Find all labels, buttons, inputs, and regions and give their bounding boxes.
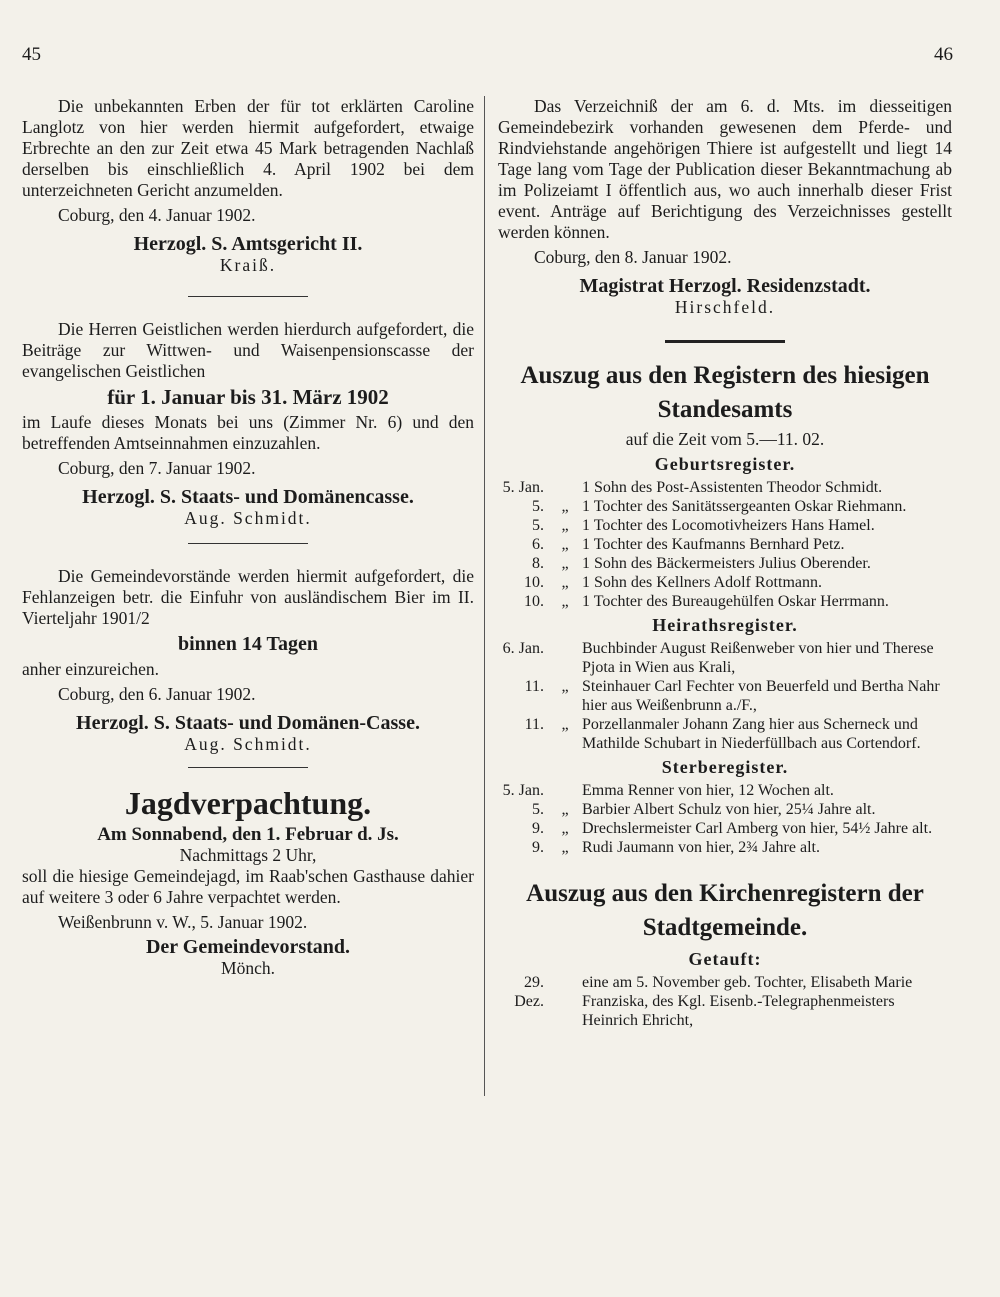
notice-heirs-date: Coburg, den 4. Januar 1902. (58, 205, 256, 225)
left-column (22, 96, 474, 979)
entry-ditto: „ (561, 678, 569, 695)
notice-clergy-date: Coburg, den 7. Januar 1902. (58, 458, 256, 478)
entry-date: 11. (524, 716, 544, 733)
hunting-lease-title: Jagdverpachtung. (124, 785, 372, 821)
register-entry (498, 715, 952, 753)
death-register-heading: Sterberegister. (661, 757, 789, 777)
notice-heirs-signature: Herzogl. S. Amtsgericht II. (133, 233, 363, 255)
entry-date: 11. (524, 678, 544, 695)
entry-text: 1 Tochter des Bureaugehülfen Oskar Herrmann. (582, 593, 889, 610)
entry-text: Buchbinder August Reißenweber von hier und Therese Pjota in Wien aus Krali, (582, 640, 934, 676)
entry-ditto: „ (561, 555, 569, 572)
entry-ditto (548, 478, 582, 497)
register-entry (498, 478, 952, 497)
divider (665, 340, 785, 343)
divider (188, 296, 308, 297)
register-entry (498, 781, 952, 800)
entry-text: 1 Tochter des Kaufmanns Bernhard Petz. (582, 536, 845, 553)
register-entry (498, 639, 952, 677)
baptized-heading: Getauft: (688, 949, 762, 969)
entry-text: Drechslermeister Carl Amberg von hier, 54½ Jahre alt. (582, 820, 933, 837)
entry-ditto (548, 639, 582, 677)
notice-beer-name: Aug. Schmidt. (184, 734, 312, 754)
entry-text: Barbier Albert Schulz von hier, 25¼ Jahre alt. (582, 801, 876, 818)
entry-text: Steinhauer Carl Fechter von Beuerfeld und Bertha Nahr hier aus Weißenbrunn a./F., (582, 678, 940, 714)
register-entry (498, 573, 952, 592)
entry-text: 1 Tochter des Sanitätssergeanten Oskar Riehmann. (582, 498, 907, 515)
birth-register-heading: Geburtsregister. (654, 454, 796, 474)
column-divider (484, 96, 485, 1096)
church-register-title: Auszug aus den Kirchenregistern der Stadtgemeinde. (526, 880, 924, 941)
marriage-register-heading: Heirathsregister. (652, 615, 798, 635)
register-entry (498, 516, 952, 535)
entry-ditto: „ (561, 593, 569, 610)
entry-ditto: „ (561, 517, 569, 534)
register-entry (498, 800, 952, 819)
entry-ditto: „ (561, 498, 569, 515)
notice-beer-deadline: binnen 14 Tagen (177, 633, 319, 655)
notice-heirs-text: Die unbekannten Erben der für tot erklärten Caroline Langlotz von hier werden hiermit aufgefordert, etwaige Erbrechte an den zur Zeit etwa 45 Mark betragenden Nachlaß derselben bis einschließlich 4. April 1902 bei dem unterzeichneten Gericht anzumelden. (22, 96, 474, 200)
entry-text: eine am 5. November geb. Tochter, Elisabeth Marie Franziska, des Kgl. Eisenb.-Telegraphenmeisters Heinrich Ehricht, (582, 974, 913, 1029)
hunting-lease-time: Nachmittags 2 Uhr, (179, 845, 317, 865)
entry-ditto: „ (561, 801, 569, 818)
notice-beer-signature: Herzogl. S. Staats- und Domänen-Casse. (76, 712, 420, 734)
register-entry (498, 497, 952, 516)
entry-date: 6. (532, 536, 544, 553)
birth-register-table (498, 478, 952, 611)
entry-date: 8. (532, 555, 544, 572)
register-entry (498, 554, 952, 573)
notice-clergy-period: für 1. Januar bis 31. März 1902 (107, 385, 389, 409)
entry-ditto (548, 973, 582, 1030)
notice-clergy-name: Aug. Schmidt. (184, 508, 312, 528)
entry-date: 5. (532, 517, 544, 534)
entry-text: 1 Sohn des Kellners Adolf Rottmann. (582, 574, 822, 591)
entry-ditto: „ (561, 839, 569, 856)
entry-text: Emma Renner von hier, 12 Wochen alt. (582, 782, 834, 799)
divider (188, 543, 308, 544)
entry-ditto: „ (561, 820, 569, 837)
entry-date: 9. (532, 820, 544, 837)
hunting-lease-text: soll die hiesige Gemeindejagd, im Raab'schen Gasthause dahier auf weitere 3 oder 6 Jahre verpachtet werden. (22, 866, 474, 907)
notice-clergy-text2: im Laufe dieses Monats bei uns (Zimmer Nr. 6) und den betreffenden Amtseinnahmen einzuzahlen. (22, 412, 474, 453)
register-entry (498, 973, 952, 1030)
right-column (498, 96, 952, 1030)
entry-date: 5. Jan. (502, 479, 544, 496)
entry-text: Porzellanmaler Johann Zang hier aus Scherneck und Mathilde Schubart in Niederfüllbach aus Cortendorf. (582, 716, 921, 752)
entry-date: 5. Jan. (502, 782, 544, 799)
livestock-notice-date: Coburg, den 8. Januar 1902. (534, 247, 732, 267)
page-number-right: 46 (934, 44, 953, 65)
marriage-register-table (498, 639, 952, 753)
hunting-lease-date: Weißenbrunn v. W., 5. Januar 1902. (58, 912, 308, 932)
registry-extract-period: auf die Zeit vom 5.—11. 02. (625, 429, 825, 449)
entry-date: 9. (532, 839, 544, 856)
notice-clergy-signature: Herzogl. S. Staats- und Domänencasse. (82, 486, 414, 508)
register-entry (498, 677, 952, 715)
notice-beer-text: Die Gemeindevorstände werden hiermit aufgefordert, die Fehlanzeigen betr. die Einfuhr von ausländischem Bier im II. Vierteljahr 1901/2 (22, 566, 474, 628)
register-entry (498, 819, 952, 838)
livestock-notice-name: Hirschfeld. (674, 297, 776, 317)
entry-ditto (548, 781, 582, 800)
entry-text: 1 Sohn des Bäckermeisters Julius Oberender. (582, 555, 871, 572)
livestock-notice-signature: Magistrat Herzogl. Residenzstadt. (579, 275, 871, 297)
hunting-lease-signature: Der Gemeindevorstand. (145, 936, 351, 958)
baptism-table (498, 973, 952, 1030)
hunting-lease-name: Mönch. (221, 958, 275, 978)
death-register-table (498, 781, 952, 857)
entry-date: 6. Jan. (502, 640, 544, 657)
entry-date: 5. (532, 498, 544, 515)
register-entry (498, 838, 952, 857)
entry-date: 29. Dez. (514, 974, 544, 1010)
notice-heirs-name: Kraiß. (219, 255, 277, 275)
register-entry (498, 535, 952, 554)
notice-beer-date: Coburg, den 6. Januar 1902. (58, 684, 256, 704)
livestock-notice-text: Das Verzeichniß der am 6. d. Mts. im diesseitigen Gemeindebezirk vorhanden gewesenen dem Pferde- und Rindviehstande angehörigen Thiere ist aufgestellt und liegt 14 Tage lang vom Tage der Publication dieser Bekanntmachung ab im Polizeiamt I öffentlich aus, wo auch innerhalb dieser Frist event. Anträge auf Berichtigung des Verzeichnisses gestellt werden können. (498, 96, 952, 242)
entry-date: 10. (524, 593, 544, 610)
entry-text: 1 Tochter des Locomotivheizers Hans Hamel. (582, 517, 875, 534)
divider (188, 767, 308, 768)
entry-text: 1 Sohn des Post-Assistenten Theodor Schmidt. (582, 479, 883, 496)
notice-beer-text2: anher einzureichen. (22, 659, 160, 679)
entry-date: 10. (524, 574, 544, 591)
registry-extract-title: Auszug aus den Registern des hiesigen Standesamts (520, 362, 930, 423)
page-number-left: 45 (22, 44, 41, 65)
entry-ditto: „ (561, 716, 569, 733)
notice-clergy-text: Die Herren Geistlichen werden hierdurch aufgefordert, die Beiträge zur Wittwen- und Waisenpensionscasse der evangelischen Geistlichen (22, 319, 474, 381)
entry-text: Rudi Jaumann von hier, 2¾ Jahre alt. (582, 839, 820, 856)
entry-ditto: „ (561, 536, 569, 553)
register-entry (498, 592, 952, 611)
entry-ditto: „ (561, 574, 569, 591)
hunting-lease-when: Am Sonnabend, den 1. Februar d. Js. (97, 824, 399, 845)
entry-date: 5. (532, 801, 544, 818)
